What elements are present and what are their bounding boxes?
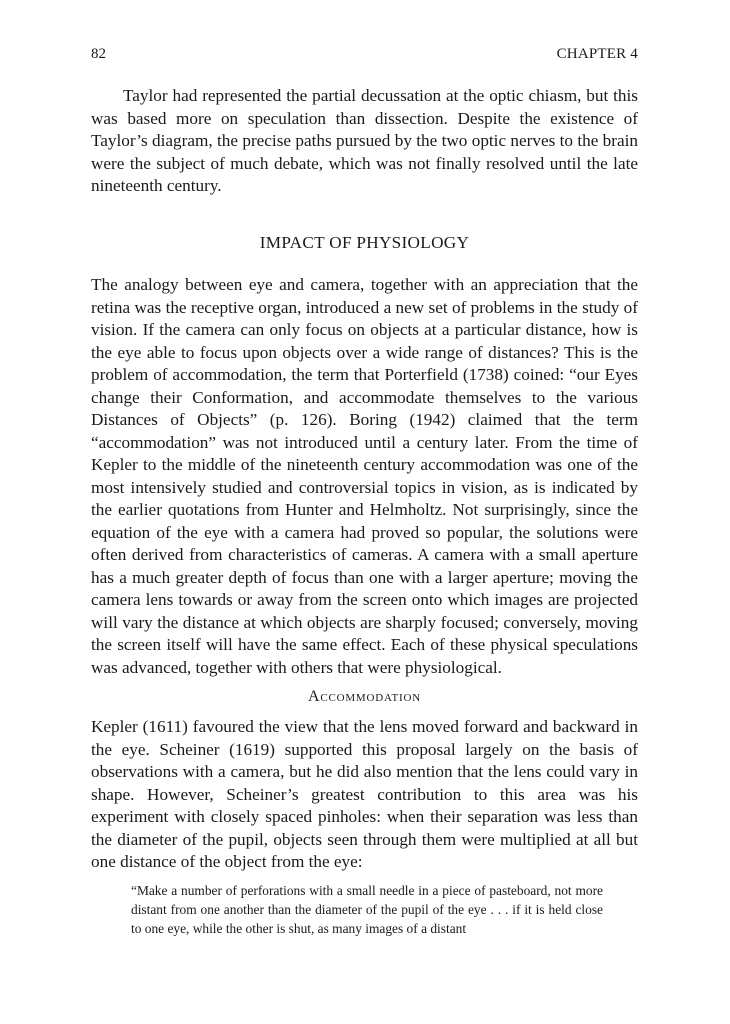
subsection-heading: Accommodation [307,688,422,705]
accommodation-paragraph [91,716,638,874]
intro-paragraph-text: Taylor had represented the partial decussation at the optic chiasm, but this was based more on speculation than dissection. Despite the existence of Taylor’s diagram, the precise paths pursued by the two optic nerves to the brain were the subject of much debate, which was not finally resolved until the late nineteenth century. [91,86,638,195]
block-quote-text: “Make a number of perforations with a small needle in a piece of pasteboard, not more distant from one another than the diameter of the pupil of the eye . . . if it is held close to one eye, while the other is shut, as many images of a distant [131,883,603,936]
accommodation-paragraph-text: Kepler (1611) favoured the view that the lens moved forward and backward in the eye. Scheiner (1619) supported this proposal largely on the basis of observations with a camera, but he did also mention that the lens could vary in shape. However, Scheiner’s greatest contribution to this area was his experiment with closely spaced pinholes: when their separation was less than the diameter of the pupil, objects seen through them were multiplied at all but one distance of the object from the eye: [91,717,638,871]
chapter-label: CHAPTER 4 [556,46,638,62]
section-heading: IMPACT OF PHYSIOLOGY [259,233,470,252]
physiology-paragraph [91,274,638,679]
intro-paragraph [91,85,638,198]
block-quote [131,882,603,938]
page-number: 82 [91,46,106,62]
physiology-paragraph-text: The analogy between eye and camera, together with an appreciation that the retina was the receptive organ, introduced a new set of problems in the study of vision. If the camera can only focus on objects at a particular distance, how is the eye able to focus upon objects over a wide range of distances? This is the problem of accommodation, the term that Porterfield (1738) coined: “our Eyes change their Conformation, and accommodate themselves to the various Distances of Objects” (p. 126). Boring (1942) claimed that the term “accommodation” was not introduced until a century later. From the time of Kepler to the middle of the nineteenth century accommodation was one of the most intensively studied and controversial topics in vision, as is indicated by the earlier quotations from Hunter and Helmholtz. Not surprisingly, since the equation of the eye with a camera had proved so popular, the solutions were often derived from characteristics of cameras. A camera with a small aperture has a much greater depth of focus than one with a larger aperture; moving the camera lens towards or away from the screen onto which images are projected will vary the distance at which objects are sharply focused; conversely, moving the screen itself will have the same effect. Each of these physical speculations was advanced, together with others that were physiological. [91,275,638,677]
